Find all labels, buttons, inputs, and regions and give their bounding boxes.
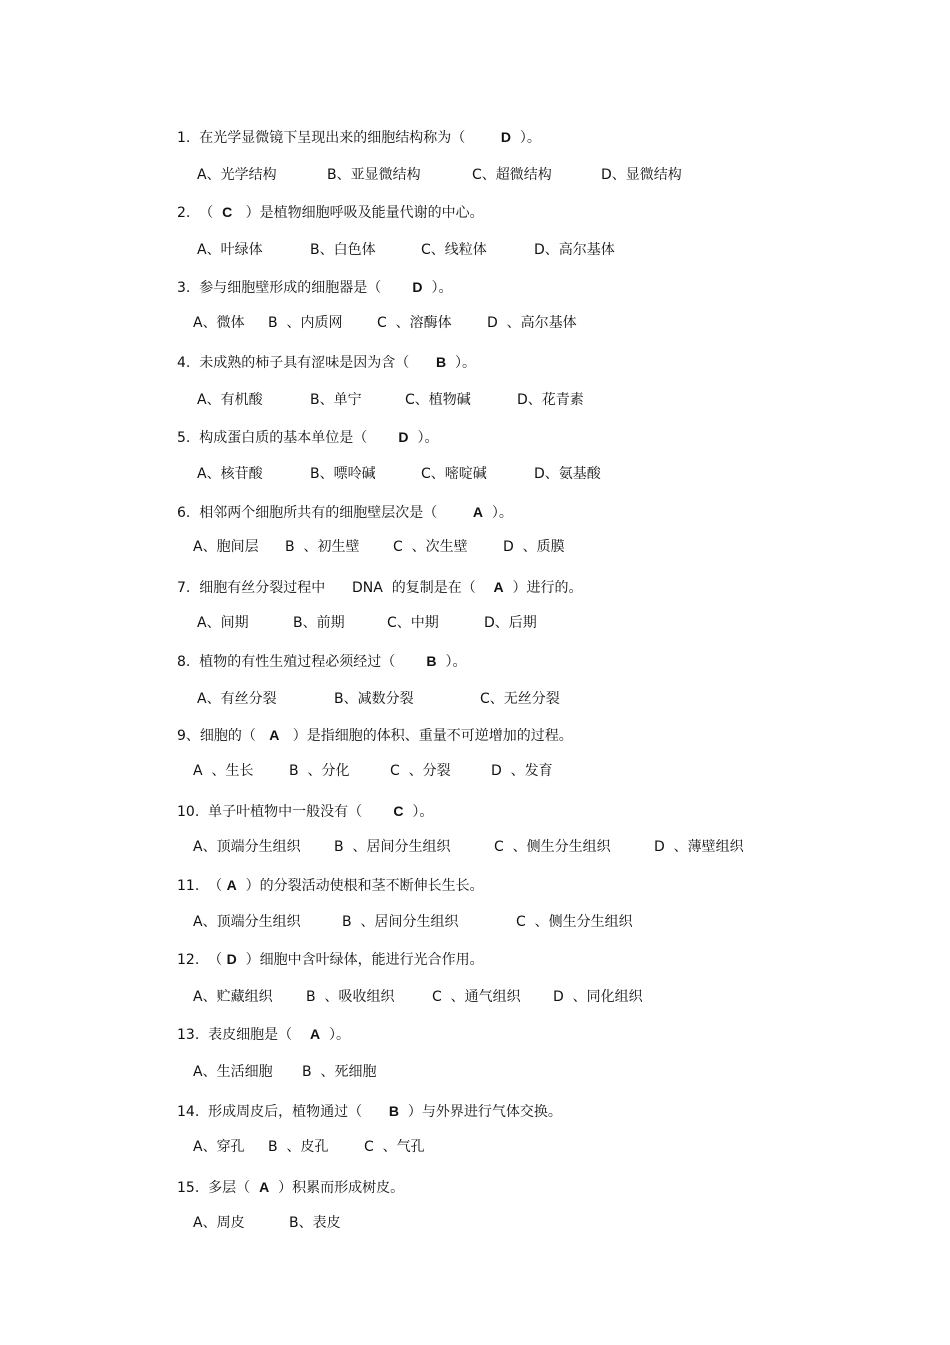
option-item: D、显微结构 [601, 167, 682, 183]
question-text: 3. 参与细胞壁形成的细胞器是（ [177, 280, 413, 296]
option-item: C、超微结构 [472, 167, 552, 183]
question-text: 6. 相邻两个细胞所共有的细胞壁层次是（ [177, 505, 473, 521]
answer-mark: A [309, 1026, 321, 1042]
option-item: A、胞间层 [193, 539, 259, 555]
question-text: 8. 植物的有性生殖过程必须经过（ [177, 654, 427, 670]
question-stem [177, 503, 513, 522]
question-text-end: ）细胞中含叶绿体，能进行光合作用。 [236, 952, 484, 968]
answer-mark: A [226, 877, 237, 893]
question-stem [177, 1102, 562, 1121]
option-item: A、顶端分生组织 [193, 839, 301, 855]
question-stem [177, 726, 573, 745]
option-item: A、穿孔 [193, 1139, 245, 1155]
option-item: A、有丝分裂 [197, 691, 277, 707]
option-item: D、高尔基体 [534, 242, 615, 258]
option-item: D 、薄壁组织 [654, 839, 744, 855]
answer-mark: C [393, 803, 404, 819]
question-stem [177, 802, 433, 821]
question-text-end: ）。 [510, 130, 541, 146]
option-item: D 、同化组织 [553, 989, 643, 1005]
question-stem [177, 353, 476, 372]
option-item: D、花青素 [517, 392, 584, 408]
question-text-end: ）积累而形成树皮。 [269, 1180, 405, 1196]
option-item: C、线粒体 [421, 242, 487, 258]
option-item: C 、侧生分生组织 [516, 914, 633, 930]
option-item: C、中期 [387, 615, 439, 631]
question-text: 5. 构成蛋白质的基本单位是（ [177, 430, 399, 446]
question-text-end: ）是植物细胞呼吸及能量代谢的中心。 [232, 205, 484, 221]
option-item: D、后期 [484, 615, 537, 631]
option-item: B、表皮 [289, 1215, 341, 1231]
question-text: 7. 细胞有丝分裂过程中 DNA 的复制是在（ [177, 580, 494, 596]
answer-mark: B [435, 354, 447, 370]
option-item: A、有机酸 [197, 392, 263, 408]
question-stem [177, 428, 438, 447]
option-item: A、叶绿体 [197, 242, 263, 258]
option-item: B、亚显微结构 [327, 167, 421, 183]
answer-mark: D [412, 279, 423, 295]
option-item: C 、通气组织 [432, 989, 521, 1005]
question-text-end: ）。 [403, 804, 434, 820]
answer-mark: A [259, 1179, 270, 1195]
option-item: B 、吸收组织 [306, 989, 395, 1005]
option-item: A、顶端分生组织 [193, 914, 301, 930]
option-item: C 、分裂 [390, 763, 451, 779]
option-item: B 、分化 [289, 763, 350, 779]
option-item: C 、次生壁 [393, 539, 468, 555]
option-item: A、核苷酸 [197, 466, 263, 482]
option-item: C、植物碱 [405, 392, 471, 408]
option-item: D 、发育 [491, 763, 553, 779]
question-text-end: ）的分裂活动使根和茎不断伸长生长。 [236, 878, 484, 894]
question-text: 9、细胞的（ [177, 728, 270, 744]
option-item: C 、气孔 [364, 1139, 425, 1155]
question-text-end: ）。 [408, 430, 439, 446]
option-item: A、生活细胞 [193, 1064, 273, 1080]
option-item: B 、皮孔 [268, 1139, 329, 1155]
question-text: 2. （ [177, 205, 223, 221]
option-item: B、单宁 [310, 392, 362, 408]
answer-mark: D [500, 129, 511, 145]
question-stem [177, 578, 583, 597]
question-text: 12. （ [177, 952, 227, 968]
question-text: 13. 表皮细胞是（ [177, 1027, 310, 1043]
question-text: 4. 未成熟的柿子具有涩味是因为含（ [177, 355, 436, 371]
option-item: D、氨基酸 [534, 466, 601, 482]
question-text: 14. 形成周皮后，植物通过（ [177, 1104, 389, 1120]
option-item: C 、溶酶体 [377, 315, 452, 331]
option-item: C 、侧生分生组织 [494, 839, 611, 855]
option-item: B、减数分裂 [334, 691, 414, 707]
option-item: B 、居间分生组织 [342, 914, 459, 930]
question-stem [177, 1178, 404, 1197]
question-text-end: ）。 [436, 654, 467, 670]
option-item: B、前期 [293, 615, 345, 631]
answer-mark: B [426, 653, 437, 669]
option-item: C、嘧啶碱 [421, 466, 487, 482]
question-text-end: ）。 [320, 1027, 350, 1043]
option-item: B 、初生壁 [285, 539, 360, 555]
option-item: D 、质膜 [503, 539, 565, 555]
option-item: A、贮藏组织 [193, 989, 273, 1005]
question-stem [177, 950, 484, 969]
question-text-end: ）进行的。 [503, 580, 583, 596]
option-item: B 、内质网 [268, 315, 343, 331]
option-item: A、周皮 [193, 1215, 245, 1231]
question-stem [177, 876, 484, 895]
answer-mark: A [493, 579, 504, 595]
answer-mark: A [269, 727, 280, 743]
question-text: 15. 多层（ [177, 1180, 260, 1196]
question-stem [177, 652, 466, 671]
question-text-end: ）。 [446, 355, 476, 371]
option-item: B、嘌呤碱 [310, 466, 376, 482]
option-item: A、光学结构 [197, 167, 277, 183]
option-item: B 、死细胞 [302, 1064, 377, 1080]
question-stem [177, 203, 484, 222]
question-text-end: ）。 [482, 505, 513, 521]
question-stem [177, 278, 452, 297]
answer-mark: B [388, 1103, 399, 1119]
answer-mark: D [226, 951, 237, 967]
option-item: A 、生长 [193, 763, 254, 779]
option-item: B 、居间分生组织 [334, 839, 451, 855]
question-text: 10. 单子叶植物中一般没有（ [177, 804, 394, 820]
question-text-end: ）与外界进行气体交换。 [399, 1104, 562, 1120]
option-item: D 、高尔基体 [487, 315, 577, 331]
option-item: B、白色体 [310, 242, 376, 258]
option-item: C、无丝分裂 [480, 691, 560, 707]
question-stem [177, 1025, 350, 1044]
question-text-end: ）是指细胞的体积、重量不可逆增加的过程。 [279, 728, 573, 744]
question-stem [177, 128, 541, 147]
option-item: A、微体 [193, 315, 245, 331]
question-text: 1. 在光学显微镜下呈现出来的细胞结构称为（ [177, 130, 501, 146]
option-item: A、间期 [197, 615, 249, 631]
question-text: 11. （ [177, 878, 227, 894]
answer-mark: A [472, 504, 483, 520]
question-text-end: ）。 [422, 280, 453, 296]
answer-mark: D [398, 429, 409, 445]
answer-mark: C [222, 204, 233, 220]
